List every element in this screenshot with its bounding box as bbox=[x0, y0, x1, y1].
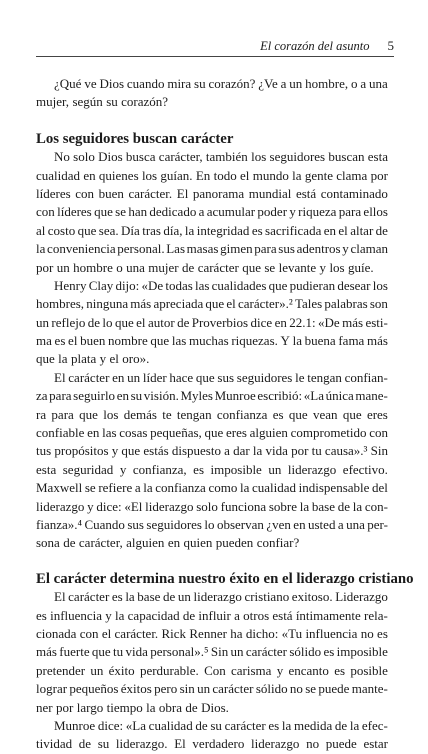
paragraph bbox=[36, 717, 388, 754]
text-line: con líderes que se han dedicado a acumular poder y riqueza para ellos bbox=[36, 204, 388, 220]
text-line: ma es el buen nombre que las muchas riquezas. Y la buena fama más bbox=[36, 333, 388, 349]
text-line: ra para que los demás te tengan confianza es que vean que eres bbox=[36, 406, 388, 422]
text-line: cualidad en quienes los guían. En todo el mundo la gente clama por bbox=[36, 167, 388, 183]
text-line: Munroe dice: «La cualidad de su carácter es la medida de la efec- bbox=[54, 717, 388, 733]
body-text bbox=[36, 75, 414, 754]
paragraph bbox=[36, 75, 388, 112]
text-line: fianza».⁴ Cuando sus seguidores lo observan ¿ven en usted a una per- bbox=[36, 516, 388, 532]
running-header bbox=[36, 38, 394, 57]
text-line: más fuerte que tu vida personal».⁵ Sin un carácter sólido es imposible bbox=[36, 644, 388, 660]
section-spacing bbox=[36, 553, 388, 570]
section-heading: Los seguidores buscan carácter bbox=[36, 130, 234, 147]
text-line: No solo Dios busca carácter, también los seguidores buscan esta bbox=[54, 149, 388, 165]
text-line: ner por largo tiempo la obra de Dios. bbox=[36, 699, 229, 715]
text-line: un reflejo de lo que el autor de Proverbios dice en 22.1: «De más esti- bbox=[36, 314, 388, 330]
text-line: tus propósitos y que estás dispuesto a dar la vida por tu causa».³ Sin bbox=[36, 443, 388, 459]
page-number: 5 bbox=[387, 38, 394, 53]
text-line: cionada con el carácter. Rick Renner ha dicho: «Tu influencia no es bbox=[36, 625, 388, 641]
section-heading: El carácter determina nuestro éxito en el liderazgo cristiano bbox=[36, 570, 414, 587]
text-line: Henry Clay dijo: «De todas las cualidades que pudieran desear los bbox=[54, 277, 388, 293]
text-line: El carácter en un líder hace que sus seguidores le tengan confian- bbox=[54, 369, 388, 385]
text-line: lograr pequeños éxitos pero sin un carácter sólido no se puede mante- bbox=[36, 681, 388, 697]
text-line: El carácter es la base de un liderazgo cristiano exitoso. Liderazgo bbox=[54, 589, 388, 605]
text-line: hombres, ninguna más apreciada que el carácter».² Tales palabras son bbox=[36, 296, 388, 312]
text-line: sona de carácter, alguien en quien pueden confiar? bbox=[36, 535, 300, 551]
section-spacing bbox=[36, 112, 388, 130]
paragraph bbox=[36, 277, 388, 369]
text-line: mujer, según su corazón? bbox=[36, 94, 169, 110]
text-line: la conveniencia personal. Las masas gimen para sus adentros y claman bbox=[36, 241, 388, 257]
paragraph bbox=[36, 148, 388, 277]
text-line: al costo que sea. Día tras día, la integridad es sacrificada en el altar de bbox=[36, 222, 388, 238]
text-line: que la plata y el oro». bbox=[36, 351, 150, 367]
text-line: esta seguridad y confianza, es imposible un liderazgo efectivo. bbox=[36, 461, 388, 477]
text-line: tividad de su liderazgo. El verdadero liderazgo no puede estar bbox=[36, 736, 388, 752]
text-line: za para seguirlo en su visión. Myles Munroe escribió: «La única mane- bbox=[36, 388, 388, 404]
text-line: es influencia y la capacidad de influir a otros está íntimamente rela- bbox=[36, 607, 388, 623]
text-line: confiable en las cosas pequeñas, que eres alguien comprometido con bbox=[36, 425, 388, 441]
running-title: El corazón del asunto bbox=[260, 39, 370, 53]
text-line: Maxwell se refiere a la confianza como la cualidad indispensable del bbox=[36, 480, 388, 496]
text-line: líderes con buen carácter. El panorama mundial está contaminado bbox=[36, 185, 388, 201]
text-line: pretender un éxito perdurable. Con carisma y encanto es posible bbox=[36, 662, 388, 678]
text-line: liderazgo y dice: «El liderazgo solo funciona sobre la base de la con- bbox=[36, 498, 388, 514]
text-line: por un hombre o una mujer de carácter que se levante y los guíe. bbox=[36, 259, 374, 275]
text-line: ¿Qué ve Dios cuando mira su corazón? ¿Ve a un hombre, o a una bbox=[54, 76, 388, 91]
paragraph bbox=[36, 369, 388, 553]
